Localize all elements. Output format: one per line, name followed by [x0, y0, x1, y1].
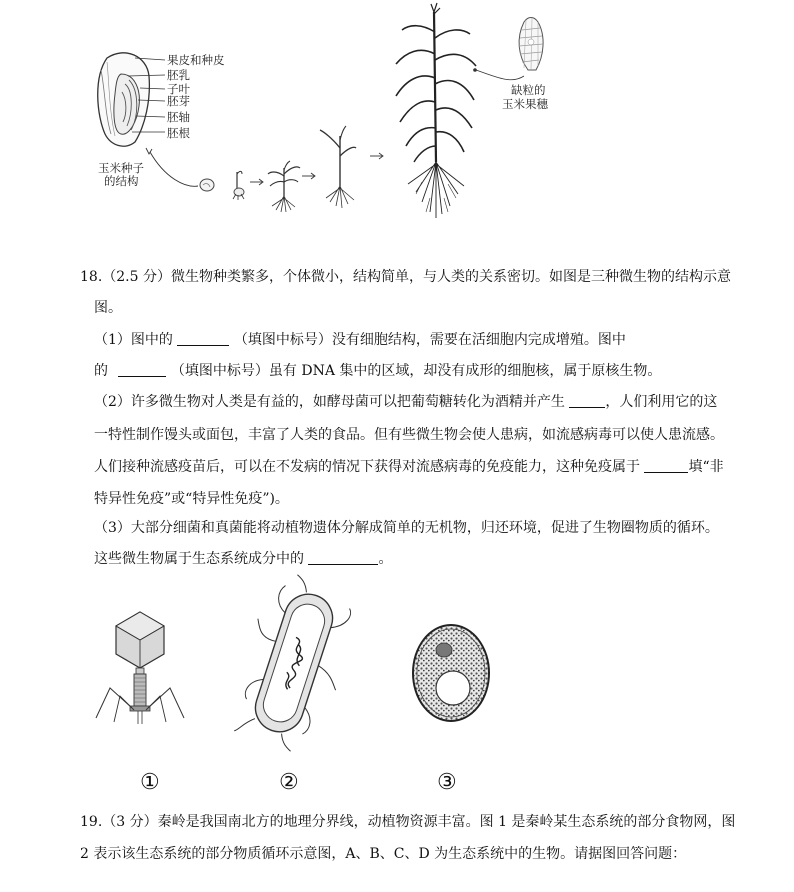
- seed-label-plumule: 胚芽: [167, 94, 190, 108]
- seed-label-endosperm: 胚乳: [167, 68, 190, 82]
- q18-sub3-text-b: 。: [378, 551, 393, 567]
- q18-sub2-line3: [94, 458, 724, 476]
- q18-sub3-line1: （3）大部分细菌和真菌能将动植物遗体分解成简单的无机物，归还环境，促进了生物圈物质的循环。: [94, 520, 719, 536]
- answer-blank-2[interactable]: [118, 362, 166, 377]
- label-3: ③: [437, 770, 457, 795]
- q18-sub1-line2: [94, 362, 661, 380]
- bacteriophage-illustration: [92, 610, 188, 730]
- q18-score: （2.5 分）: [102, 269, 171, 285]
- q19-line2: 2 表示该生态系统的部分物质循环示意图，A、B、C、D 为生态系统中的生物。请据图回答问题：: [80, 846, 687, 862]
- seed-label-hypocotyl: 胚轴: [167, 110, 190, 124]
- q18-sub3-line2: [94, 550, 392, 568]
- sprout-stage3-illustration: [318, 126, 358, 216]
- answer-blank-4[interactable]: [644, 458, 688, 473]
- label-1: ①: [140, 770, 160, 795]
- q18-header: [80, 268, 731, 286]
- ear-caption-1: 缺粒的: [511, 83, 546, 97]
- q18-sub3-text-a: 这些微生物属于生态系统成分中的: [94, 551, 304, 567]
- q18-sub2-text-d: 填“非: [688, 459, 724, 475]
- ear-caption-2: 玉米果穗: [502, 97, 548, 111]
- q19-score: （3 分）: [102, 814, 158, 830]
- germinating-seed-illustration: [198, 176, 218, 196]
- seed-label-cotyledon: 子叶: [167, 82, 190, 96]
- answer-blank-3[interactable]: [569, 393, 605, 408]
- yeast-cell-illustration: [410, 622, 492, 724]
- sprout-stage1-illustration: [228, 168, 248, 200]
- seed-caption-1: 玉米种子: [98, 161, 144, 175]
- q18-sub1-text-c: 的: [94, 363, 108, 379]
- sprout-stage2-illustration: [266, 160, 302, 216]
- q18-sub1-line1: [94, 331, 626, 349]
- q18-number: 18.: [80, 269, 103, 285]
- q19-number: 19.: [80, 814, 103, 830]
- q18-sub2-line2: 一特性制作馒头或面包，丰富了人类的食品。但有些微生物会使人患病，如流感病毒可以使人患流感。: [94, 427, 724, 443]
- mature-corn-plant-illustration: [392, 2, 482, 230]
- label-2: ②: [279, 770, 299, 795]
- seed-label-pericarp: 果皮和种皮: [167, 53, 225, 67]
- q18-sub1-text-a: （1）图中的: [94, 332, 173, 348]
- q18-stem-line1: 微生物种类繁多，个体微小，结构简单，与人类的关系密切。如图是三种微生物的结构示意: [170, 269, 731, 285]
- q18-sub2-text-a: （2）许多微生物对人类是有益的，如酵母菌可以把葡萄糖转化为酒精并产生: [94, 394, 565, 410]
- q18-sub2-line1: [94, 393, 717, 411]
- seed-caption-2: 的结构: [104, 174, 139, 188]
- q18-sub2-line4: 特异性免疫”或“特异性免疫”)。: [94, 491, 289, 507]
- answer-blank-5[interactable]: [308, 550, 378, 565]
- bacterium-illustration: [244, 578, 344, 748]
- q19-line1: 秦岭是我国南北方的地理分界线，动植物资源丰富。图 1 是秦岭某生态系统的部分食物网，图: [157, 814, 736, 830]
- q18-sub1-text-d: （填图中标号）虽有 DNA 集中的区域，却没有成形的细胞核，属于原核生物。: [170, 363, 662, 379]
- q18-sub2-text-b: ，人们利用它的这: [605, 394, 718, 410]
- answer-blank-1[interactable]: [177, 331, 229, 346]
- seed-label-radicle: 胚根: [167, 126, 190, 140]
- q19-header: [80, 813, 735, 831]
- corn-ear-illustration: [514, 16, 548, 74]
- q18-sub2-text-c: 人们接种流感疫苗后，可以在不发病的情况下获得对流感病毒的免疫能力，这种免疫属于: [94, 459, 640, 475]
- q18-stem-line2: 图。: [94, 300, 122, 316]
- q18-sub1-text-b: （填图中标号）没有细胞结构，需要在活细胞内完成增殖。图中: [233, 332, 626, 348]
